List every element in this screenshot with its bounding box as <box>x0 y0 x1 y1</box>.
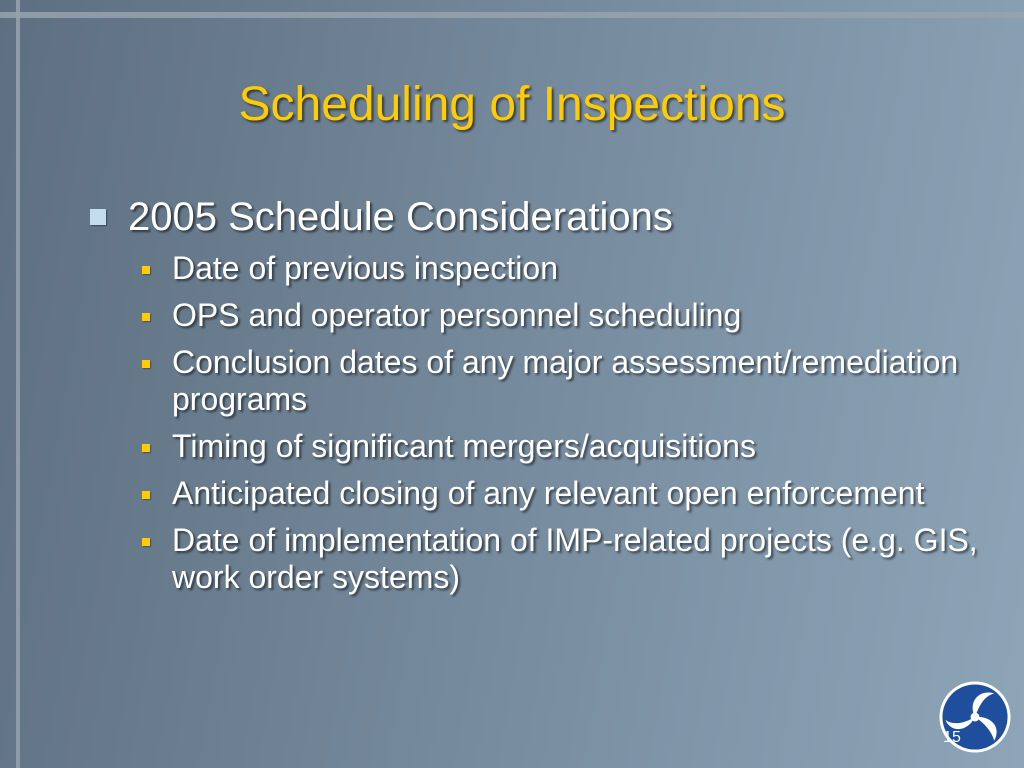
page-number: 15 <box>943 729 961 746</box>
small-square-bullet-icon <box>142 538 150 546</box>
sub-bullet-text: Conclusion dates of any major assessment/remediation programs <box>172 344 959 417</box>
sub-bullet-item <box>138 250 998 287</box>
sub-bullet-text: Anticipated closing of any relevant open enforcement <box>172 475 925 511</box>
square-bullet-icon <box>90 209 106 225</box>
sub-bullet-text: Timing of significant mergers/acquisitions <box>172 428 756 464</box>
sub-bullet-item <box>138 297 998 334</box>
main-bullet-text: 2005 Schedule Considerations <box>128 195 673 239</box>
sub-bullet-item <box>138 428 998 465</box>
sub-bullet-text: OPS and operator personnel scheduling <box>172 297 742 333</box>
sub-bullet-item <box>138 522 998 596</box>
sub-bullet-text: Date of implementation of IMP-related projects (e.g. GIS, work order systems) <box>172 522 978 595</box>
slide-title: Scheduling of Inspections <box>238 78 786 131</box>
small-square-bullet-icon <box>142 444 150 452</box>
sub-bullet-text: Date of previous inspection <box>172 250 558 286</box>
small-square-bullet-icon <box>142 491 150 499</box>
small-square-bullet-icon <box>142 360 150 368</box>
sub-bullet-list <box>138 250 998 606</box>
small-square-bullet-icon <box>142 266 150 274</box>
small-square-bullet-icon <box>142 313 150 321</box>
sub-bullet-item <box>138 475 998 512</box>
sub-bullet-item <box>138 344 998 418</box>
